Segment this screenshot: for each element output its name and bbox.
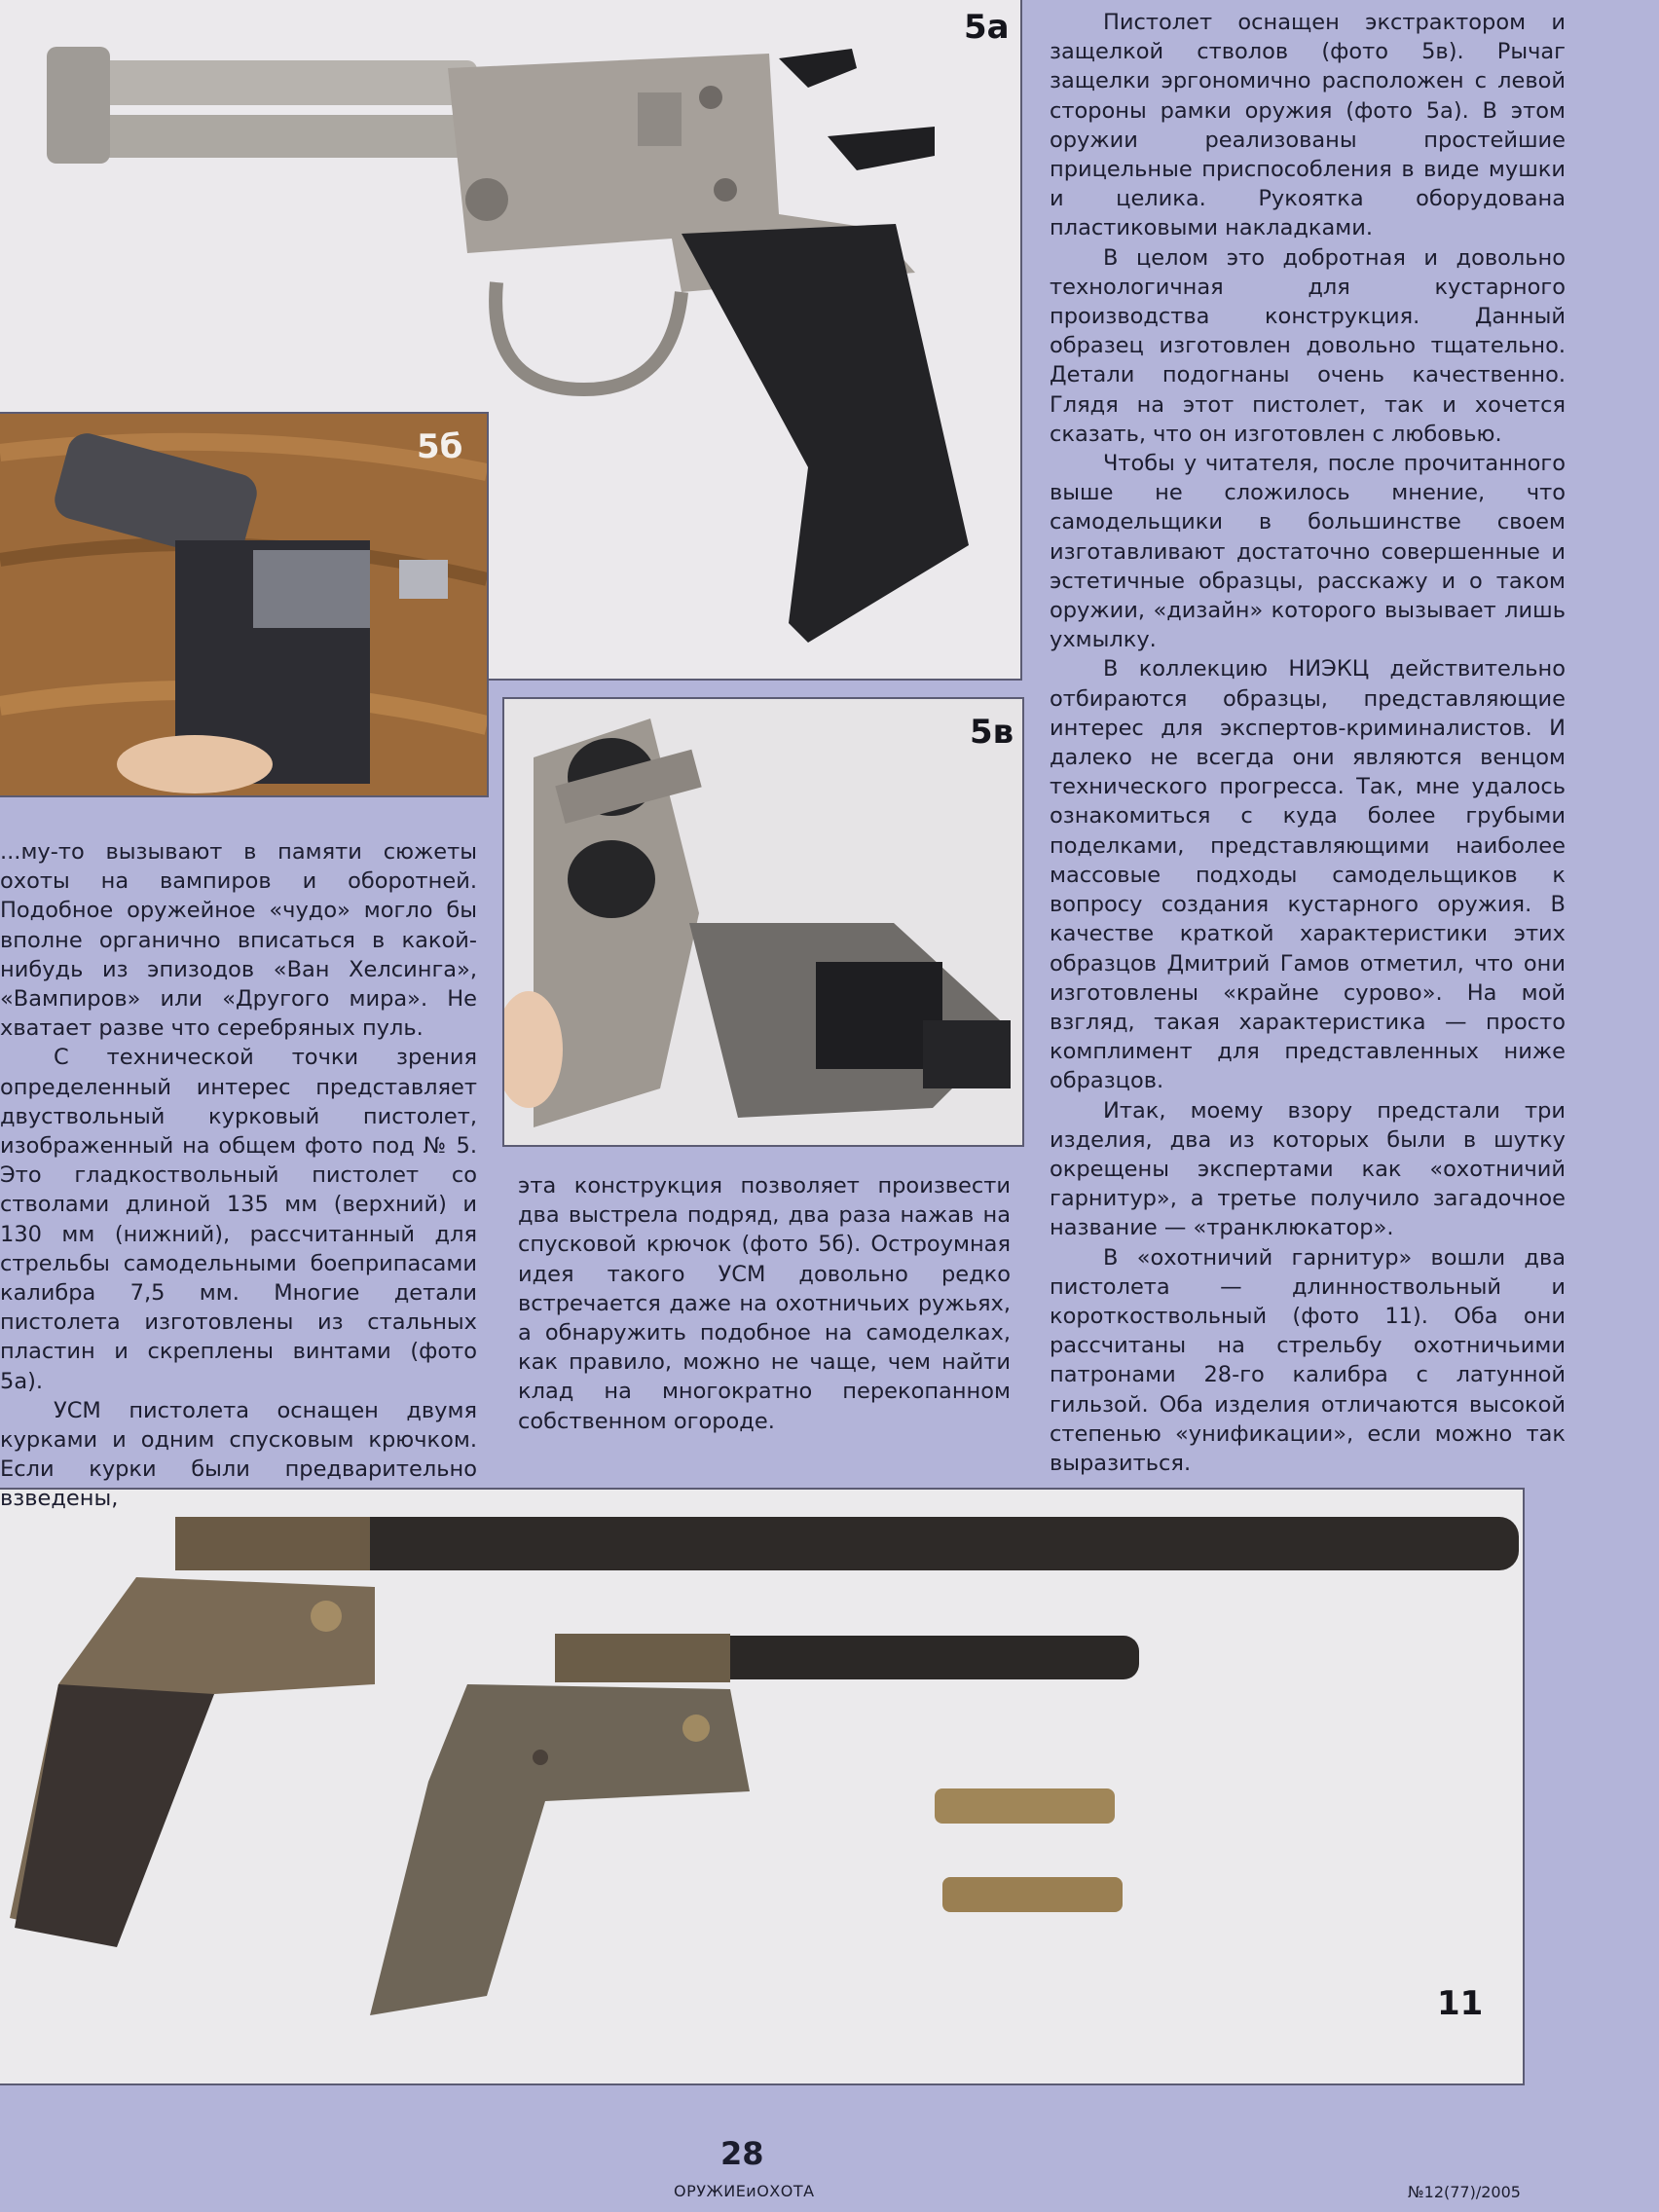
photo-11 [0, 1490, 1523, 2083]
issue-number: №12(77)/2005 [1408, 2183, 1521, 2201]
pistol-5v-image [504, 699, 1022, 1145]
left-column [0, 837, 477, 1514]
paragraph: ...му-то вызывают в памяти сюжеты охоты на вампиров и оборотней. Подобное оружейное «чудо» могло бы вполне органично вписаться в какой-нибудь из эпизодов «Ван Хелсинга», «Вампиров» или «Другого мира». Не хватает разве что серебряных пуль. [0, 839, 477, 1042]
photo-5b [0, 414, 487, 795]
paragraph: В коллекцию НИЭКЦ действительно отбираются образцы, представляющие интерес для экспертов-криминалистов. И далеко не всегда они являются венцом технического прогресса. Так, мне удалось ознакомиться с куда более грубыми поделками, представляющими наиболее массовые подходы самодельщиков к вопросу создания кустарного оружия. В качестве краткой характеристики этих образцов Дмитрий Гамов отметил, что они изготовлены «крайне сурово». На мой взгляд, такая характеристика — просто комплимент для представленных ниже образцов. [1050, 656, 1566, 1094]
photo-label-5a: 5а [964, 8, 1010, 47]
pistol-5b-image [0, 414, 487, 795]
paragraph: УСМ пистолета оснащен двумя курками и одним спусковым крючком. Если курки были предварительно взведены, [0, 1397, 477, 1512]
paragraph: эта конструкция позволяет произвести два выстрела подряд, два раза нажав на спусковой крючок (фото 5б). Остроумная идея такого УСМ довольно редко встречается даже на охотничьих ружьях, а обнаружить подобное на самоделках, как правило, можно не чаще, чем найти клад на многократно перекопанном собственном огороде. [518, 1173, 1011, 1434]
photo-label-11: 11 [1437, 1984, 1484, 2023]
photo-label-5b: 5б [417, 427, 463, 466]
magazine-name: ОРУЖИЕиОХОТА [674, 2182, 815, 2200]
paragraph: Пистолет оснащен экстрактором и защелкой стволов (фото 5в). Рычаг защелки эргономично расположен с левой стороны рамки оружия (фото 5а). В этом оружии реализованы простейшие прицельные приспособления в виде мушки и целика. Рукоятка оборудована пластиковыми накладками. [1050, 10, 1566, 241]
paragraph: С технической точки зрения определенный интерес представляет двуствольный курковый пистолет, изображенный на общем фото под № 5. Это гладкоствольный пистолет со стволами длиной 135 мм (верхний) и 130 мм (нижний), рассчитанный для стрельбы самодельными боеприпасами калибра 7,5 мм. Многие детали пистолета изготовлены из стальных пластин и скреплены винтами (фото 5а). [0, 1045, 477, 1394]
page-number: 28 [720, 2135, 764, 2172]
paragraph: Чтобы у читателя, после прочитанного выше не сложилось мнение, что самодельщики в большинстве своем изготавливают достаточно совершенные и эстетичные образцы, расскажу и о таком оружии, «дизайн» которого вызывает лишь ухмылку. [1050, 451, 1566, 653]
pistols-11-image [0, 1490, 1523, 2083]
paragraph: Итак, моему взору предстали три изделия, два из которых были в шутку окрещены экспертами как «охотничий гарнитур», а третье получило загадочное название — «транклюкатор». [1050, 1097, 1566, 1241]
right-column [1050, 8, 1566, 1478]
photo-label-5v: 5в [970, 713, 1014, 752]
photo-5v [504, 699, 1022, 1145]
paragraph: В «охотничий гарнитур» вошли два пистолета — длинноствольный и короткоствольный (фото 11). Оба они рассчитаны на стрельбу охотничьими патронами 28-го калибра с латунной гильзой. Оба изделия отличаются высокой степенью «унификации», если можно так выразиться. [1050, 1244, 1566, 1476]
middle-column [518, 1171, 1011, 1436]
paragraph: В целом это добротная и довольно технологичная для кустарного производства конструкция. Данный образец изготовлен довольно тщательно. Детали подогнаны очень качественно. Глядя на этот пистолет, так и хочется сказать, что он изготовлен с любовью. [1050, 244, 1566, 447]
